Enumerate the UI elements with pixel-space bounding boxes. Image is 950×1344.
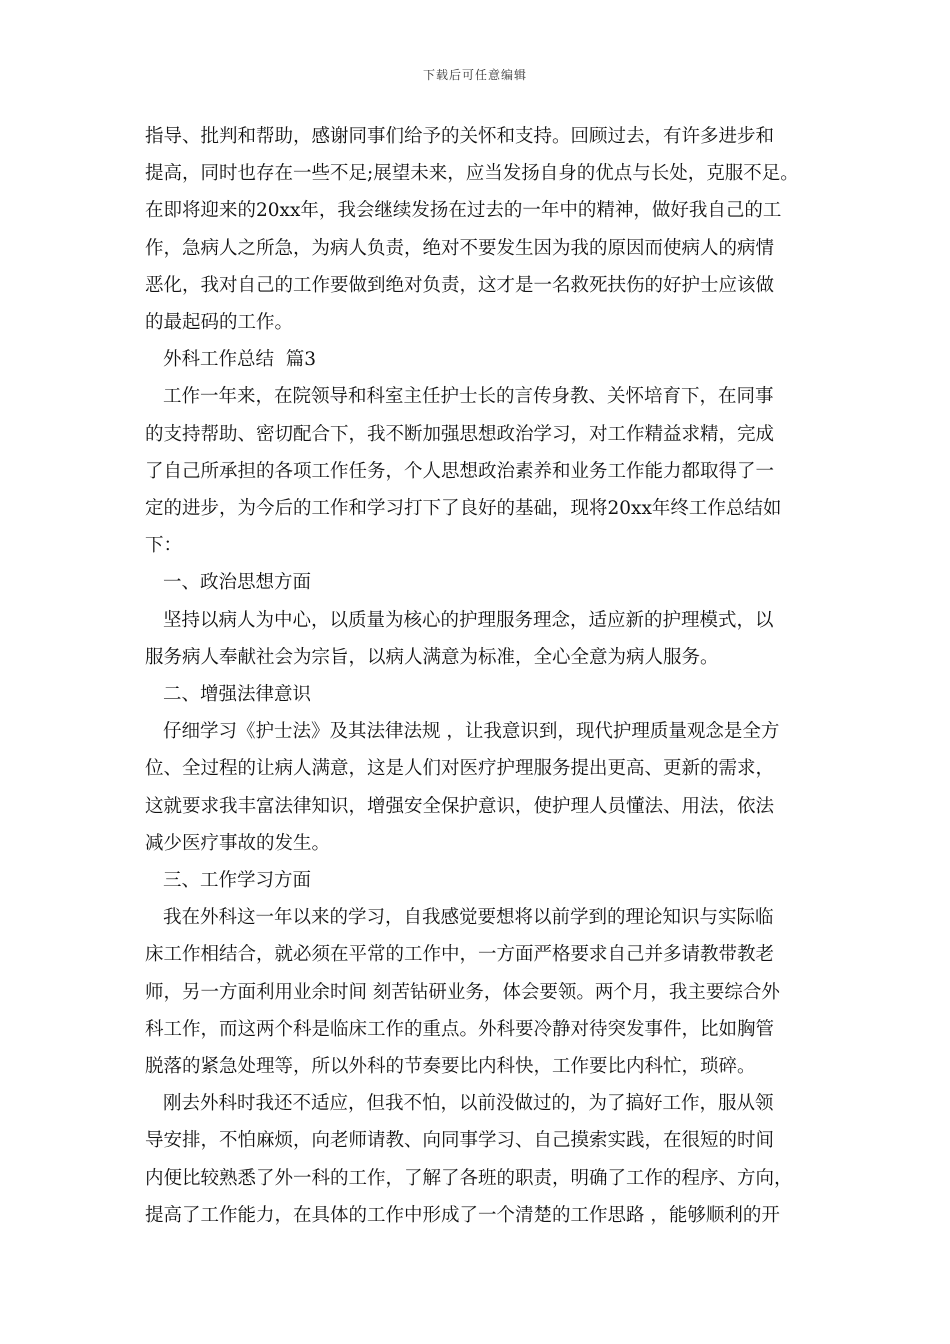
section-title: 外科工作总结 篇3 <box>163 349 317 371</box>
paragraph-6 <box>145 1085 825 1234</box>
text-line: 位、全过程的让病人满意，这是人们对医疗护理服务提出更高、更新的需求， <box>145 758 775 780</box>
text-line: 提高了工作能力，在具体的工作中形成了一个清楚的工作思路 ，能够顺利的开 <box>145 1204 780 1226</box>
text-line: 恶化，我对自己的工作要做到绝对负责，这才是一名救死扶伤的好护士应该做 <box>145 274 775 296</box>
text-line: 服务病人奉献社会为宗旨，以病人满意为标准，全心全意为病人服务。 <box>145 646 719 668</box>
text-line: 下： <box>145 535 183 557</box>
text-line: 坚持以病人为中心，以质量为核心的护理服务理念，适应新的护理模式，以 <box>163 609 774 631</box>
paragraph-5 <box>145 899 825 1085</box>
text-line: 刚去外科时我还不适应，但我不怕，以前没做过的，为了搞好工作，服从领 <box>163 1093 774 1115</box>
text-line: 导安排，不怕麻烦，向老师请教、向同事学习、自己摸索实践，在很短的时间 <box>145 1130 775 1152</box>
text-line: 指导、批判和帮助，感谢同事们给予的关怀和支持。回顾过去，有许多进步和 <box>145 126 775 147</box>
subheading-study: 三、工作学习方面 <box>163 870 312 892</box>
paragraph-2 <box>145 378 825 564</box>
text-line: 我在外科这一年以来的学习，自我感觉要想将以前学到的理论知识与实际临 <box>163 907 774 929</box>
paragraph-3 <box>145 602 825 676</box>
text-line: 作，急病人之所急，为病人负责，绝对不要发生因为我的原因而使病人的病情 <box>145 237 775 259</box>
text-line: 提高，同时也存在一些不足;展望未来，应当发扬自身的优点与长处，克服不足。 <box>145 163 799 185</box>
subheading-political: 一、政治思想方面 <box>163 572 312 594</box>
text-line: 在即将迎来的20xx年，我会继续发扬在过去的一年中的精神，做好我自己的工 <box>145 200 782 222</box>
text-line: 的最起码的工作。 <box>145 312 294 334</box>
text-line: 这就要求我丰富法律知识，增强安全保护意识，使护理人员懂法、用法，依法 <box>145 795 775 817</box>
text-line: 了自己所承担的各项工作任务，个人思想政治素养和业务工作能力都取得了一 <box>145 460 775 482</box>
text-line: 减少医疗事故的发生。 <box>145 832 331 854</box>
text-line: 工作一年来，在院领导和科室主任护士长的言传身教、关怀培育下，在同事 <box>163 386 774 408</box>
text-line: 科工作，而这两个科是临床工作的重点。外科要冷静对待突发事件，比如胸管 <box>145 1018 775 1040</box>
text-line: 的支持帮助、密切配合下，我不断加强思想政治学习，对工作精益求精，完成 <box>145 423 775 445</box>
text-line: 仔细学习《护士法》及其法律法规 ，让我意识到，现代护理质量观念是全方 <box>163 721 780 743</box>
text-line: 师，另一方面利用业余时间 刻苦钻研业务，体会要领。两个月，我主要综合外 <box>145 981 780 1003</box>
text-line: 内便比较熟悉了外一科的工作，了解了各班的职责，明确了工作的程序、方向， <box>145 1167 793 1189</box>
text-line: 脱落的紧急处理等，所以外科的节奏要比内科快，工作要比内科忙，琐碎。 <box>145 1056 756 1078</box>
subheading-law: 二、增强法律意识 <box>163 684 312 706</box>
text-line: 床工作相结合，就必须在平常的工作中，一方面严格要求自己并多请教带教老 <box>145 944 775 966</box>
page-header: 下载后可任意编辑 <box>422 68 527 82</box>
paragraph-4 <box>145 713 825 862</box>
paragraph-1 <box>145 118 825 341</box>
document-body <box>145 118 825 1234</box>
text-line: 定的进步，为今后的工作和学习打下了良好的基础，现将20xx年终工作总结如 <box>145 498 782 520</box>
